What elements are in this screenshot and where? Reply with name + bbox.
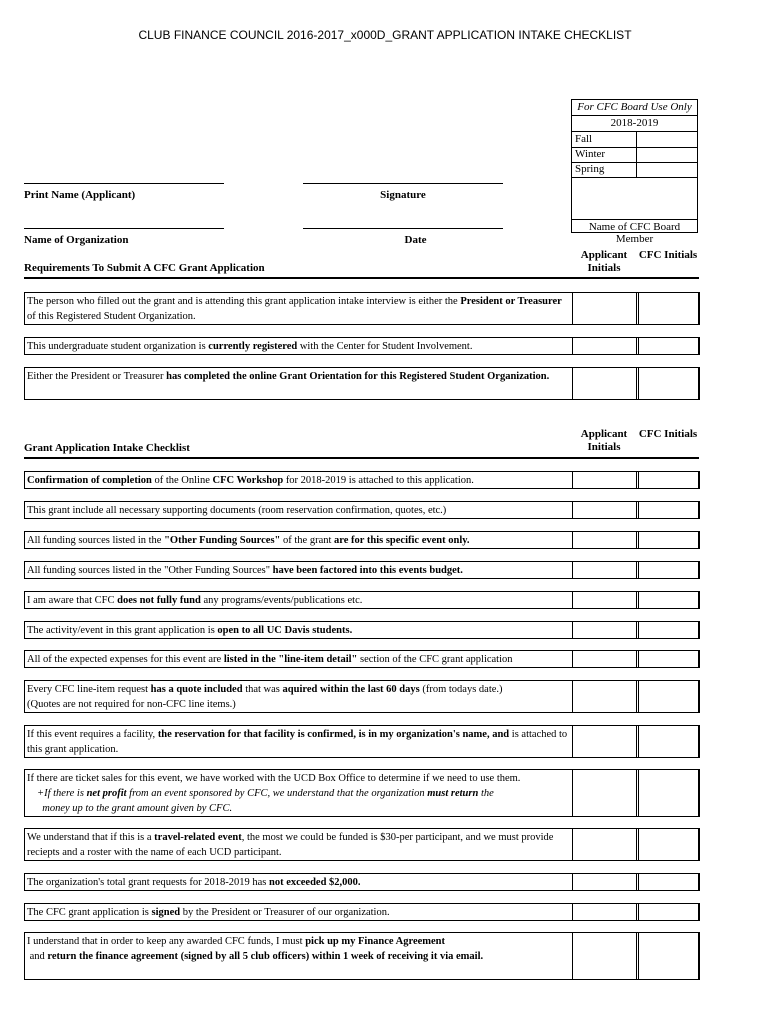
board-use-title: For CFC Board Use Only <box>572 100 697 116</box>
applicant-initials-box[interactable] <box>572 591 637 609</box>
section1-rule <box>24 277 699 279</box>
checklist-item-text: All funding sources listed in the "Other Funding Sources" have been factored into this events budget. <box>27 565 463 576</box>
cfc-initials-box[interactable] <box>638 932 700 980</box>
checklist-row <box>24 471 699 489</box>
board-member-label: Name of CFC Board Member <box>588 221 681 245</box>
org-name-line[interactable] <box>24 228 224 229</box>
signature-line[interactable] <box>303 183 503 184</box>
cfc-initials-header: CFC Initials <box>638 428 698 440</box>
date-line[interactable] <box>303 228 503 229</box>
cfc-initials-box[interactable] <box>638 621 700 639</box>
applicant-initials-box[interactable] <box>572 337 637 355</box>
term-initial-box[interactable] <box>636 162 697 177</box>
applicant-initials-box[interactable] <box>572 725 637 758</box>
applicant-initials-box[interactable] <box>572 501 637 519</box>
checklist-item-text: I understand that in order to keep any awarded CFC funds, I must pick up my Finance Agreement and return the finance agreement (signed by all 5 club officers) within 1 week of receiving it via email. <box>27 936 484 962</box>
cfc-initials-box[interactable] <box>638 680 700 713</box>
checklist-row <box>24 650 699 668</box>
term-row-winter <box>572 147 697 163</box>
applicant-initials-box[interactable] <box>572 471 637 489</box>
checklist-item-text: Every CFC line-item request has a quote included that was aquired within the last 60 days (from todays date.) (Quotes are not required for non-CFC line items.) <box>27 684 503 710</box>
checklist-row <box>24 873 699 891</box>
term-initial-box[interactable] <box>636 147 697 162</box>
applicant-initials-box[interactable] <box>572 561 637 579</box>
cfc-initials-box[interactable] <box>638 292 700 325</box>
applicant-initials-box[interactable] <box>572 292 637 325</box>
applicant-initials-header: Applicant Initials <box>580 249 628 274</box>
cfc-initials-box[interactable] <box>638 591 700 609</box>
signature-label: Signature <box>380 189 426 201</box>
term-row-fall <box>572 132 697 148</box>
checklist-item-text: I am aware that CFC does not fully fund any programs/events/publications etc. <box>27 595 363 606</box>
date-label: Date <box>404 234 427 246</box>
checklist-row <box>24 292 699 325</box>
term-row-spring <box>572 162 697 178</box>
checklist-row <box>24 591 699 609</box>
checklist-row <box>24 680 699 713</box>
checklist-row <box>24 621 699 639</box>
cfc-initials-box[interactable] <box>638 471 700 489</box>
checklist-item-text: We understand that if this is a travel-related event, the most we could be funded is $30-per participant, and we must provide reciepts and a roster with the name of each UCD participant. <box>27 832 554 858</box>
cfc-initials-box[interactable] <box>638 501 700 519</box>
checklist-row <box>24 903 699 921</box>
checklist-row <box>24 531 699 549</box>
document-title: CLUB FINANCE COUNCIL 2016-2017_x000D_GRANT APPLICATION INTAKE CHECKLIST <box>138 28 632 42</box>
section1-heading: Requirements To Submit A CFC Grant Application <box>24 262 265 274</box>
cfc-initials-box[interactable] <box>638 828 700 861</box>
term-label: Spring <box>575 163 605 175</box>
checklist-row <box>24 725 699 758</box>
term-label: Winter <box>575 148 606 160</box>
checklist-item-text: This undergraduate student organization is currently registered with the Center for Student Involvement. <box>27 341 473 352</box>
applicant-initials-box[interactable] <box>572 621 637 639</box>
checklist-item-text: All funding sources listed in the "Other Funding Sources" of the grant are for this specific event only. <box>27 535 470 546</box>
cfc-initials-header: CFC Initials <box>638 249 698 261</box>
section2-rule <box>24 457 699 459</box>
applicant-initials-box[interactable] <box>572 903 637 921</box>
checklist-item-text: This grant include all necessary supporting documents (room reservation confirmation, quotes, etc.) <box>27 505 447 516</box>
cfc-initials-box[interactable] <box>638 725 700 758</box>
applicant-initials-box[interactable] <box>572 367 637 400</box>
cfc-initials-box[interactable] <box>638 769 700 817</box>
checklist-item-text: The activity/event in this grant application is open to all UC Davis students. <box>27 625 353 636</box>
section2-heading: Grant Application Intake Checklist <box>24 442 190 454</box>
cfc-initials-box[interactable] <box>638 903 700 921</box>
applicant-initials-box[interactable] <box>572 531 637 549</box>
applicant-initials-box[interactable] <box>572 873 637 891</box>
checklist-item-text: If this event requires a facility, the reservation for that facility is confirmed, is in my organization's name, and is attached to this grant application. <box>27 729 568 755</box>
checklist-item-text: The CFC grant application is signed by the President or Treasurer of our organization. <box>27 907 390 918</box>
checklist-item-text: Either the President or Treasurer has completed the online Grant Orientation for this Registered Student Organization. <box>27 371 550 382</box>
checklist-item-text: All of the expected expenses for this event are listed in the "line-item detail" section of the CFC grant application <box>27 654 513 665</box>
checklist-row <box>24 501 699 519</box>
org-name-label: Name of Organization <box>24 234 129 246</box>
applicant-initials-header: Applicant Initials <box>580 428 628 453</box>
checklist-item-text: The organization's total grant requests for 2018-2019 has not exceeded $2,000. <box>27 877 361 888</box>
checklist-row <box>24 561 699 579</box>
checklist-item-text: Confirmation of completion of the Online CFC Workshop for 2018-2019 is attached to this application. <box>27 475 474 486</box>
print-name-label: Print Name (Applicant) <box>24 189 136 201</box>
checklist-row <box>24 367 699 400</box>
cfc-initials-box[interactable] <box>638 531 700 549</box>
term-label: Fall <box>575 133 593 145</box>
checklist-item-text: If there are ticket sales for this event, we have worked with the UCD Box Office to determine if we need to use them. +If there is net profit from an event sponsored by CFC, we understand that the organization must return the money up to the grant amount given by CFC. <box>27 773 521 814</box>
cfc-initials-box[interactable] <box>638 337 700 355</box>
print-name-line[interactable] <box>24 183 224 184</box>
cfc-initials-box[interactable] <box>638 650 700 668</box>
applicant-initials-box[interactable] <box>572 650 637 668</box>
checklist-item-text: The person who filled out the grant and is attending this grant application intake interview is either the President or Treasurer of this Registered Student Organization. <box>27 296 562 322</box>
board-use-year: 2018-2019 <box>572 116 697 132</box>
board-member-signature-area[interactable] <box>572 177 697 220</box>
board-use-box <box>571 99 698 245</box>
cfc-initials-box[interactable] <box>638 561 700 579</box>
applicant-initials-box[interactable] <box>572 932 637 980</box>
cfc-initials-box[interactable] <box>638 873 700 891</box>
checklist-row <box>24 932 699 980</box>
term-initial-box[interactable] <box>636 132 697 147</box>
checklist-row <box>24 337 699 355</box>
checklist-row <box>24 828 699 861</box>
cfc-initials-box[interactable] <box>638 367 700 400</box>
applicant-initials-box[interactable] <box>572 680 637 713</box>
checklist-row <box>24 769 699 817</box>
applicant-initials-box[interactable] <box>572 828 637 861</box>
applicant-initials-box[interactable] <box>572 769 637 817</box>
